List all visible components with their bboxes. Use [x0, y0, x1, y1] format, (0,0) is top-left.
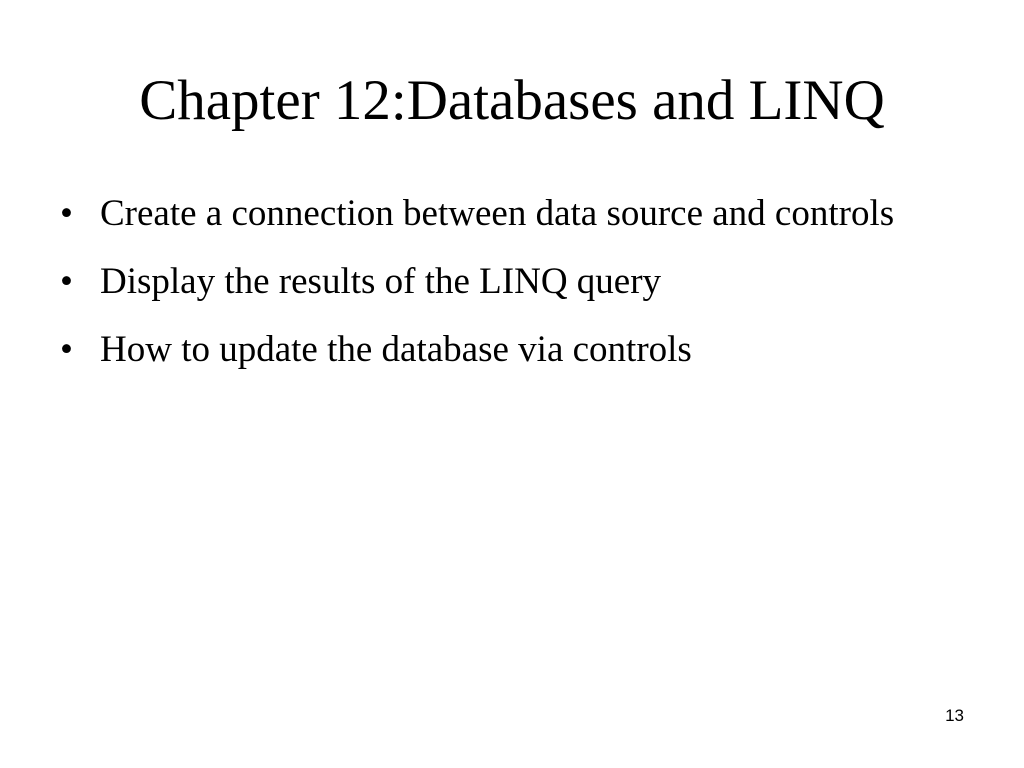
bullet-list — [60, 190, 964, 394]
bullet-marker: • — [60, 193, 73, 234]
bullet-item — [60, 258, 964, 306]
bullet-marker: • — [60, 329, 73, 370]
bullet-marker: • — [60, 261, 73, 302]
bullet-text: How to update the database via controls — [100, 329, 692, 370]
bullet-text: Display the results of the LINQ query — [100, 261, 662, 302]
bullet-item — [60, 190, 964, 238]
page-number: 13 — [945, 706, 964, 725]
bullet-item — [60, 326, 964, 374]
slide-title: Chapter 12:Databases and LINQ — [139, 69, 885, 132]
bullet-text: Create a connection between data source and controls — [100, 193, 895, 234]
